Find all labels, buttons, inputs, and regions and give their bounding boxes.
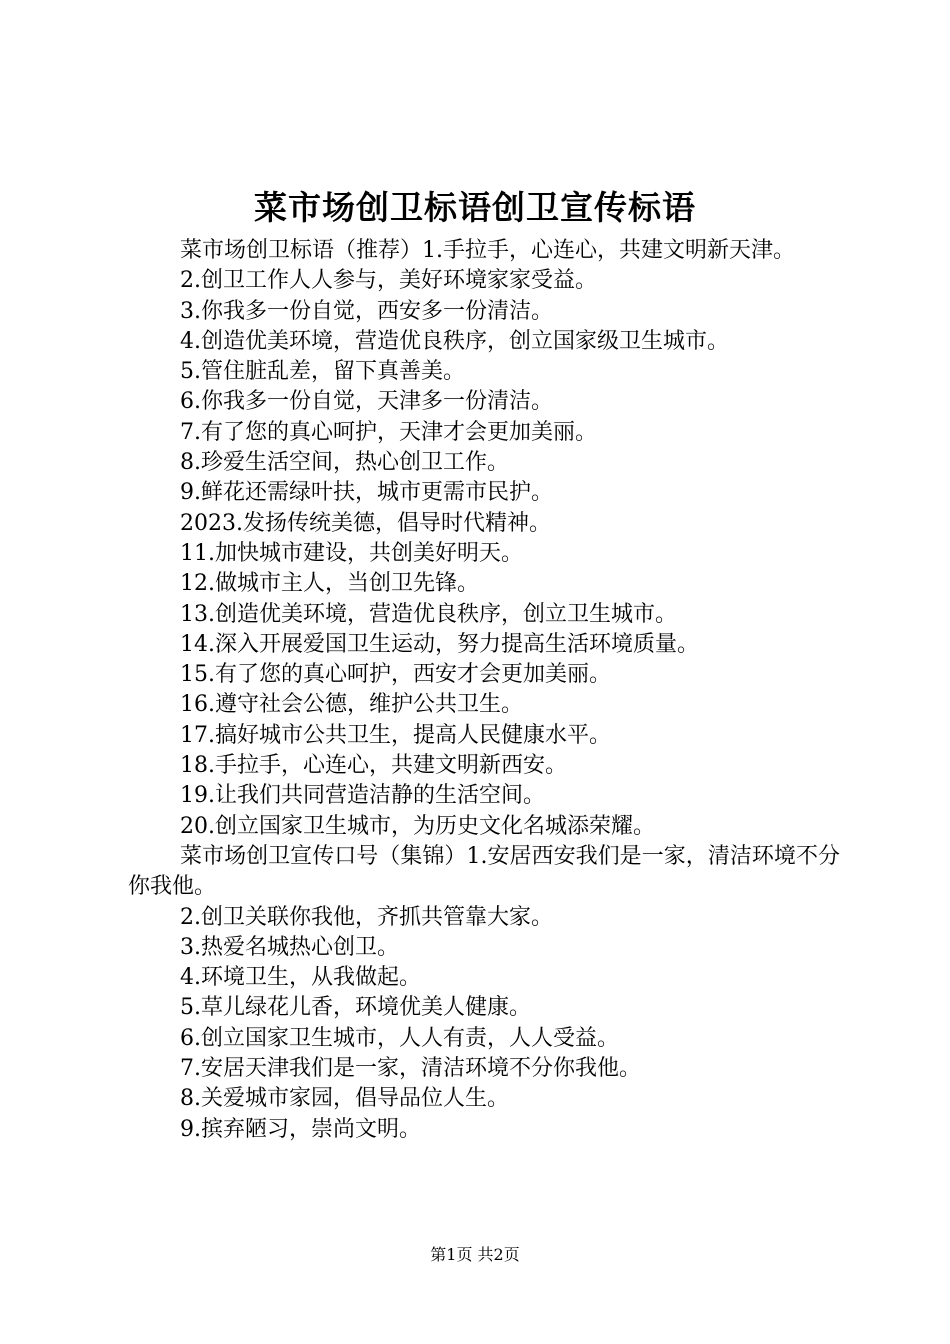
list-item: 16.遵守社会公德，维护公共卫生。 xyxy=(180,692,523,718)
list-item: 4.创造优美环境，营造优良秩序，创立国家级卫生城市。 xyxy=(180,328,729,354)
list-item: 15.有了您的真心呵护，西安才会更加美丽。 xyxy=(180,662,611,688)
list-item: 4.环境卫生，从我做起。 xyxy=(180,965,421,991)
list-item: 7.安居天津我们是一家，清洁环境不分你我他。 xyxy=(180,1056,641,1082)
list-item: 2023.发扬传统美德，倡导时代精神。 xyxy=(180,510,551,536)
list-item: 2.创卫工作人人参与，美好环境家家受益。 xyxy=(180,268,597,294)
list-item: 6.创立国家卫生城市，人人有责，人人受益。 xyxy=(180,1025,619,1051)
list-item: 9.鲜花还需绿叶扶，城市更需市民护。 xyxy=(180,480,553,506)
list-item: 12.做城市主人，当创卫先锋。 xyxy=(180,571,479,597)
section1-list xyxy=(128,266,840,842)
list-item: 18.手拉手，心连心，共建文明新西安。 xyxy=(180,753,567,779)
list-item: 2.创卫关联你我他，齐抓共管靠大家。 xyxy=(180,904,553,930)
list-item: 3.你我多一份自觉，西安多一份清洁。 xyxy=(180,298,553,324)
list-item: 20.创立国家卫生城市，为历史文化名城添荣耀。 xyxy=(180,813,655,839)
list-item: 19.让我们共同营造洁静的生活空间。 xyxy=(180,783,545,809)
page-footer: 第1页 共2页 xyxy=(430,1245,520,1264)
page-title: 菜市场创卫标语创卫宣传标语 xyxy=(254,188,696,227)
list-item: 5.管住脏乱差，留下真善美。 xyxy=(180,359,465,385)
list-item: 8.关爱城市家园，倡导品位人生。 xyxy=(180,1086,509,1112)
section1-intro-paragraph: 菜市场创卫标语（推荐）1.手拉手，心连心，共建文明新天津。 xyxy=(180,238,795,263)
list-item: 9.摈弃陋习，崇尚文明。 xyxy=(180,1116,421,1142)
list-item: 3.热爱名城热心创卫。 xyxy=(180,934,399,960)
list-item: 7.有了您的真心呵护，天津才会更加美丽。 xyxy=(180,419,597,445)
section2-intro-paragraph: 菜市场创卫宣传口号（集锦）1.安居西安我们是一家，清洁环境不分你我他。 xyxy=(128,843,840,900)
list-item: 17.搞好城市公共卫生，提高人民健康水平。 xyxy=(180,722,611,748)
list-item: 11.加快城市建设，共创美好明天。 xyxy=(180,540,523,566)
section2-list xyxy=(128,903,840,1145)
list-item: 8.珍爱生活空间，热心创卫工作。 xyxy=(180,450,509,476)
list-item: 6.你我多一份自觉，天津多一份清洁。 xyxy=(180,389,553,415)
list-item: 13.创造优美环境，营造优良秩序，创立卫生城市。 xyxy=(180,601,677,627)
list-item: 14.深入开展爱国卫生运动，努力提高生活环境质量。 xyxy=(180,631,699,657)
document-body xyxy=(128,236,840,1145)
list-item: 5.草儿绿花儿香，环境优美人健康。 xyxy=(180,995,531,1021)
